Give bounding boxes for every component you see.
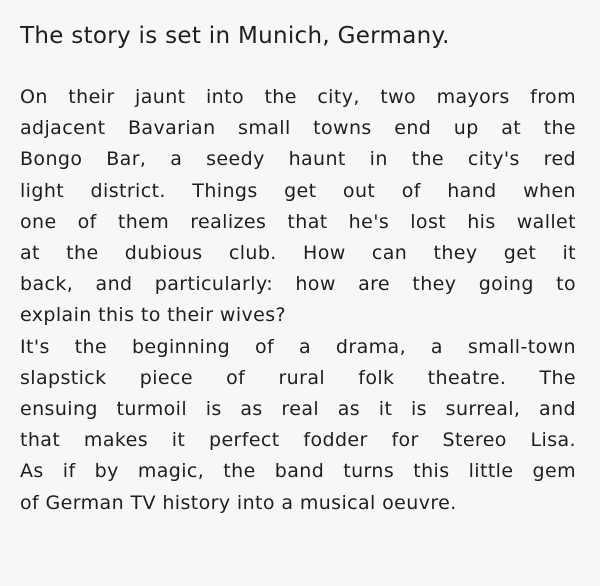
paragraph-1 [20, 82, 576, 332]
text-line: slapstick piece of rural folk theatre. The [20, 366, 576, 389]
document-page [20, 0, 576, 586]
text-line: ensuing turmoil is as real as it is surreal, and [20, 398, 576, 421]
text-line: one of them realizes that he's lost his wallet [20, 210, 576, 233]
text-line: light district. Things get out of hand when [20, 179, 576, 202]
body-text [20, 82, 576, 519]
text-line: As if by magic, the band turns this little gem [20, 460, 576, 483]
text-line: It's the beginning of a drama, a small-town [20, 335, 576, 358]
text-line: of German TV history into a musical oeuvre. [20, 491, 457, 514]
paragraph-2 [20, 332, 576, 519]
text-line: back, and particularly: how are they going to [20, 273, 576, 296]
text-line: adjacent Bavarian small towns end up at the [20, 117, 576, 140]
text-line: On their jaunt into the city, two mayors from [20, 86, 576, 108]
text-line: that makes it perfect fodder for Stereo Lisa. [20, 429, 576, 452]
text-line: explain this to their wives? [20, 304, 287, 327]
text-line: Bongo Bar, a seedy haunt in the city's red [20, 148, 576, 171]
text-line: at the dubious club. How can they get it [20, 242, 576, 265]
headline: The story is set in Munich, Germany. [20, 23, 450, 49]
